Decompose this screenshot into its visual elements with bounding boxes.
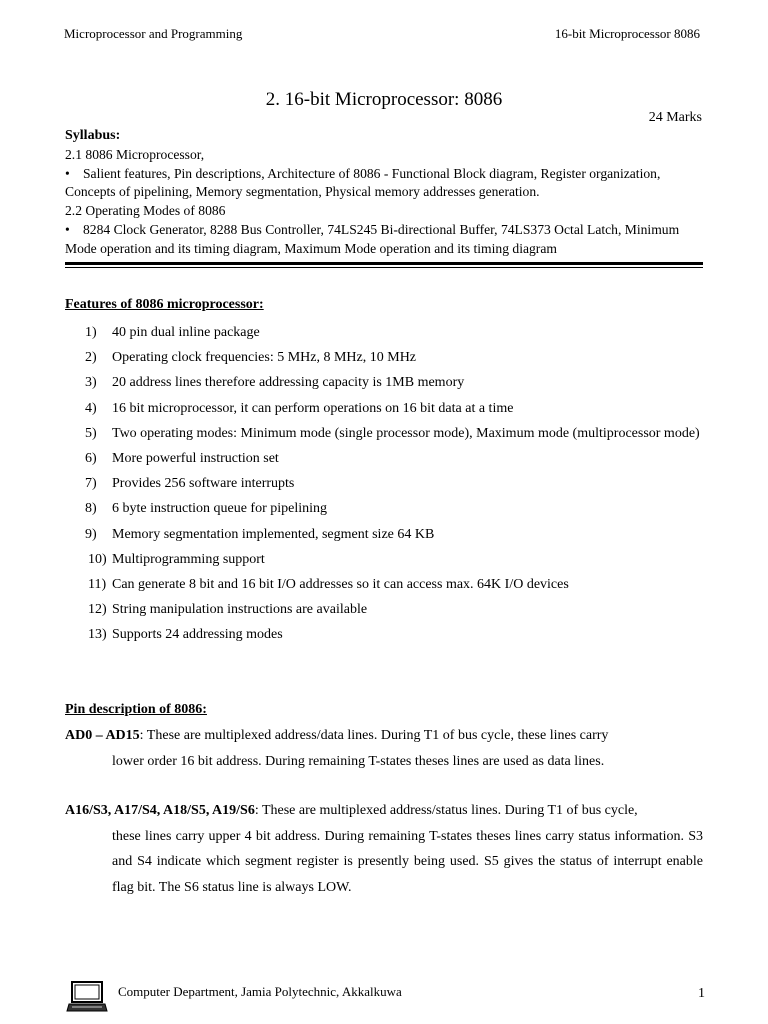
pin-description-rest: these lines carry upper 4 bit address. During remaining T-states theses lines carry status information. S3 and S4 indicate which segment register is presently being used. S5 gives the status of interrupt enable flag bit. The S6 status line is always LOW. <box>112 828 703 895</box>
bullet-icon: • <box>65 165 70 181</box>
bullet-icon: • <box>65 221 70 237</box>
pin-description-first: : These are multiplexed address/status lines. During T1 of bus cycle, <box>254 803 638 818</box>
pin-a16-a19-paragraph <box>65 798 703 900</box>
list-item: 13) Supports 24 addressing modes <box>88 627 283 643</box>
laptop-icon <box>66 980 108 1014</box>
list-item: 10) Multiprogramming support <box>88 551 265 567</box>
syllabus-section-2-text: 8284 Clock Generator, 8288 Bus Controller, 74LS245 Bi-directional Buffer, 74LS373 Octal Latch, Minimum Mode operation and its timing diagram, Maximum Mode operation and its timing diagram <box>65 221 680 256</box>
running-header-right: 16-bit Microprocessor 8086 <box>554 26 700 41</box>
list-item: 4) 16 bit microprocessor, it can perform operations on 16 bit data at a time <box>85 400 514 416</box>
pin-ad0-ad15-paragraph <box>65 723 703 774</box>
syllabus-section-2-content <box>65 221 705 259</box>
syllabus-section-1-title: 2.1 8086 Microprocessor, <box>65 146 205 162</box>
marks-label: 24 Marks <box>648 110 702 125</box>
pin-term: AD0 – AD15 <box>65 728 140 743</box>
list-item: 7) Provides 256 software interrupts <box>85 476 295 492</box>
divider-thin <box>65 267 703 268</box>
pin-description-first: : These are multiplexed address/data lines. During T1 of bus cycle, these lines carry <box>139 728 609 743</box>
pin-description-rest: lower order 16 bit address. During remaining T-states theses lines are used as data lines. <box>112 753 605 769</box>
list-item: 12) String manipulation instructions are available <box>88 602 368 618</box>
list-item: 1) 40 pin dual inline package <box>85 325 260 340</box>
features-list <box>65 320 703 648</box>
syllabus-section-2-title: 2.2 Operating Modes of 8086 <box>65 203 226 219</box>
footer-text: Computer Department, Jamia Polytechnic, Akkalkuwa <box>118 984 402 999</box>
list-item: 11) Can generate 8 bit and 16 bit I/O addresses so it can access max. 64K I/O devices <box>88 577 569 593</box>
list-item: 2) Operating clock frequencies: 5 MHz, 8 MHz, 10 MHz <box>85 350 417 366</box>
list-item: 9) Memory segmentation implemented, segment size 64 KB <box>85 526 435 542</box>
features-heading: Features of 8086 microprocessor: <box>65 297 264 312</box>
pin-description-heading: Pin description of 8086: <box>65 702 207 717</box>
chapter-title: 2. 16-bit Microprocessor: 8086 <box>265 89 503 110</box>
syllabus-section-1-text: Salient features, Pin descriptions, Architecture of 8086 - Functional Block diagram, Register organization, Concepts of pipelining, Memory segmentation, Physical memory addresses generation. <box>65 165 661 200</box>
list-item: 3) 20 address lines therefore addressing capacity is 1MB memory <box>85 375 465 391</box>
list-item: 5) Two operating modes: Minimum mode (single processor mode), Maximum mode (multiprocessor mode) <box>85 425 700 441</box>
list-item: 8) 6 byte instruction queue for pipelining <box>85 501 328 517</box>
syllabus-label: Syllabus: <box>65 128 121 143</box>
syllabus-block <box>65 127 705 259</box>
pin-term: A16/S3, A17/S4, A18/S5, A19/S6 <box>65 803 255 818</box>
running-header-left: Microprocessor and Programming <box>64 26 243 41</box>
syllabus-section-1-content <box>65 165 705 203</box>
divider-thick <box>65 262 703 265</box>
list-item: 6) More powerful instruction set <box>85 451 279 467</box>
page-number: 1 <box>698 986 705 1001</box>
